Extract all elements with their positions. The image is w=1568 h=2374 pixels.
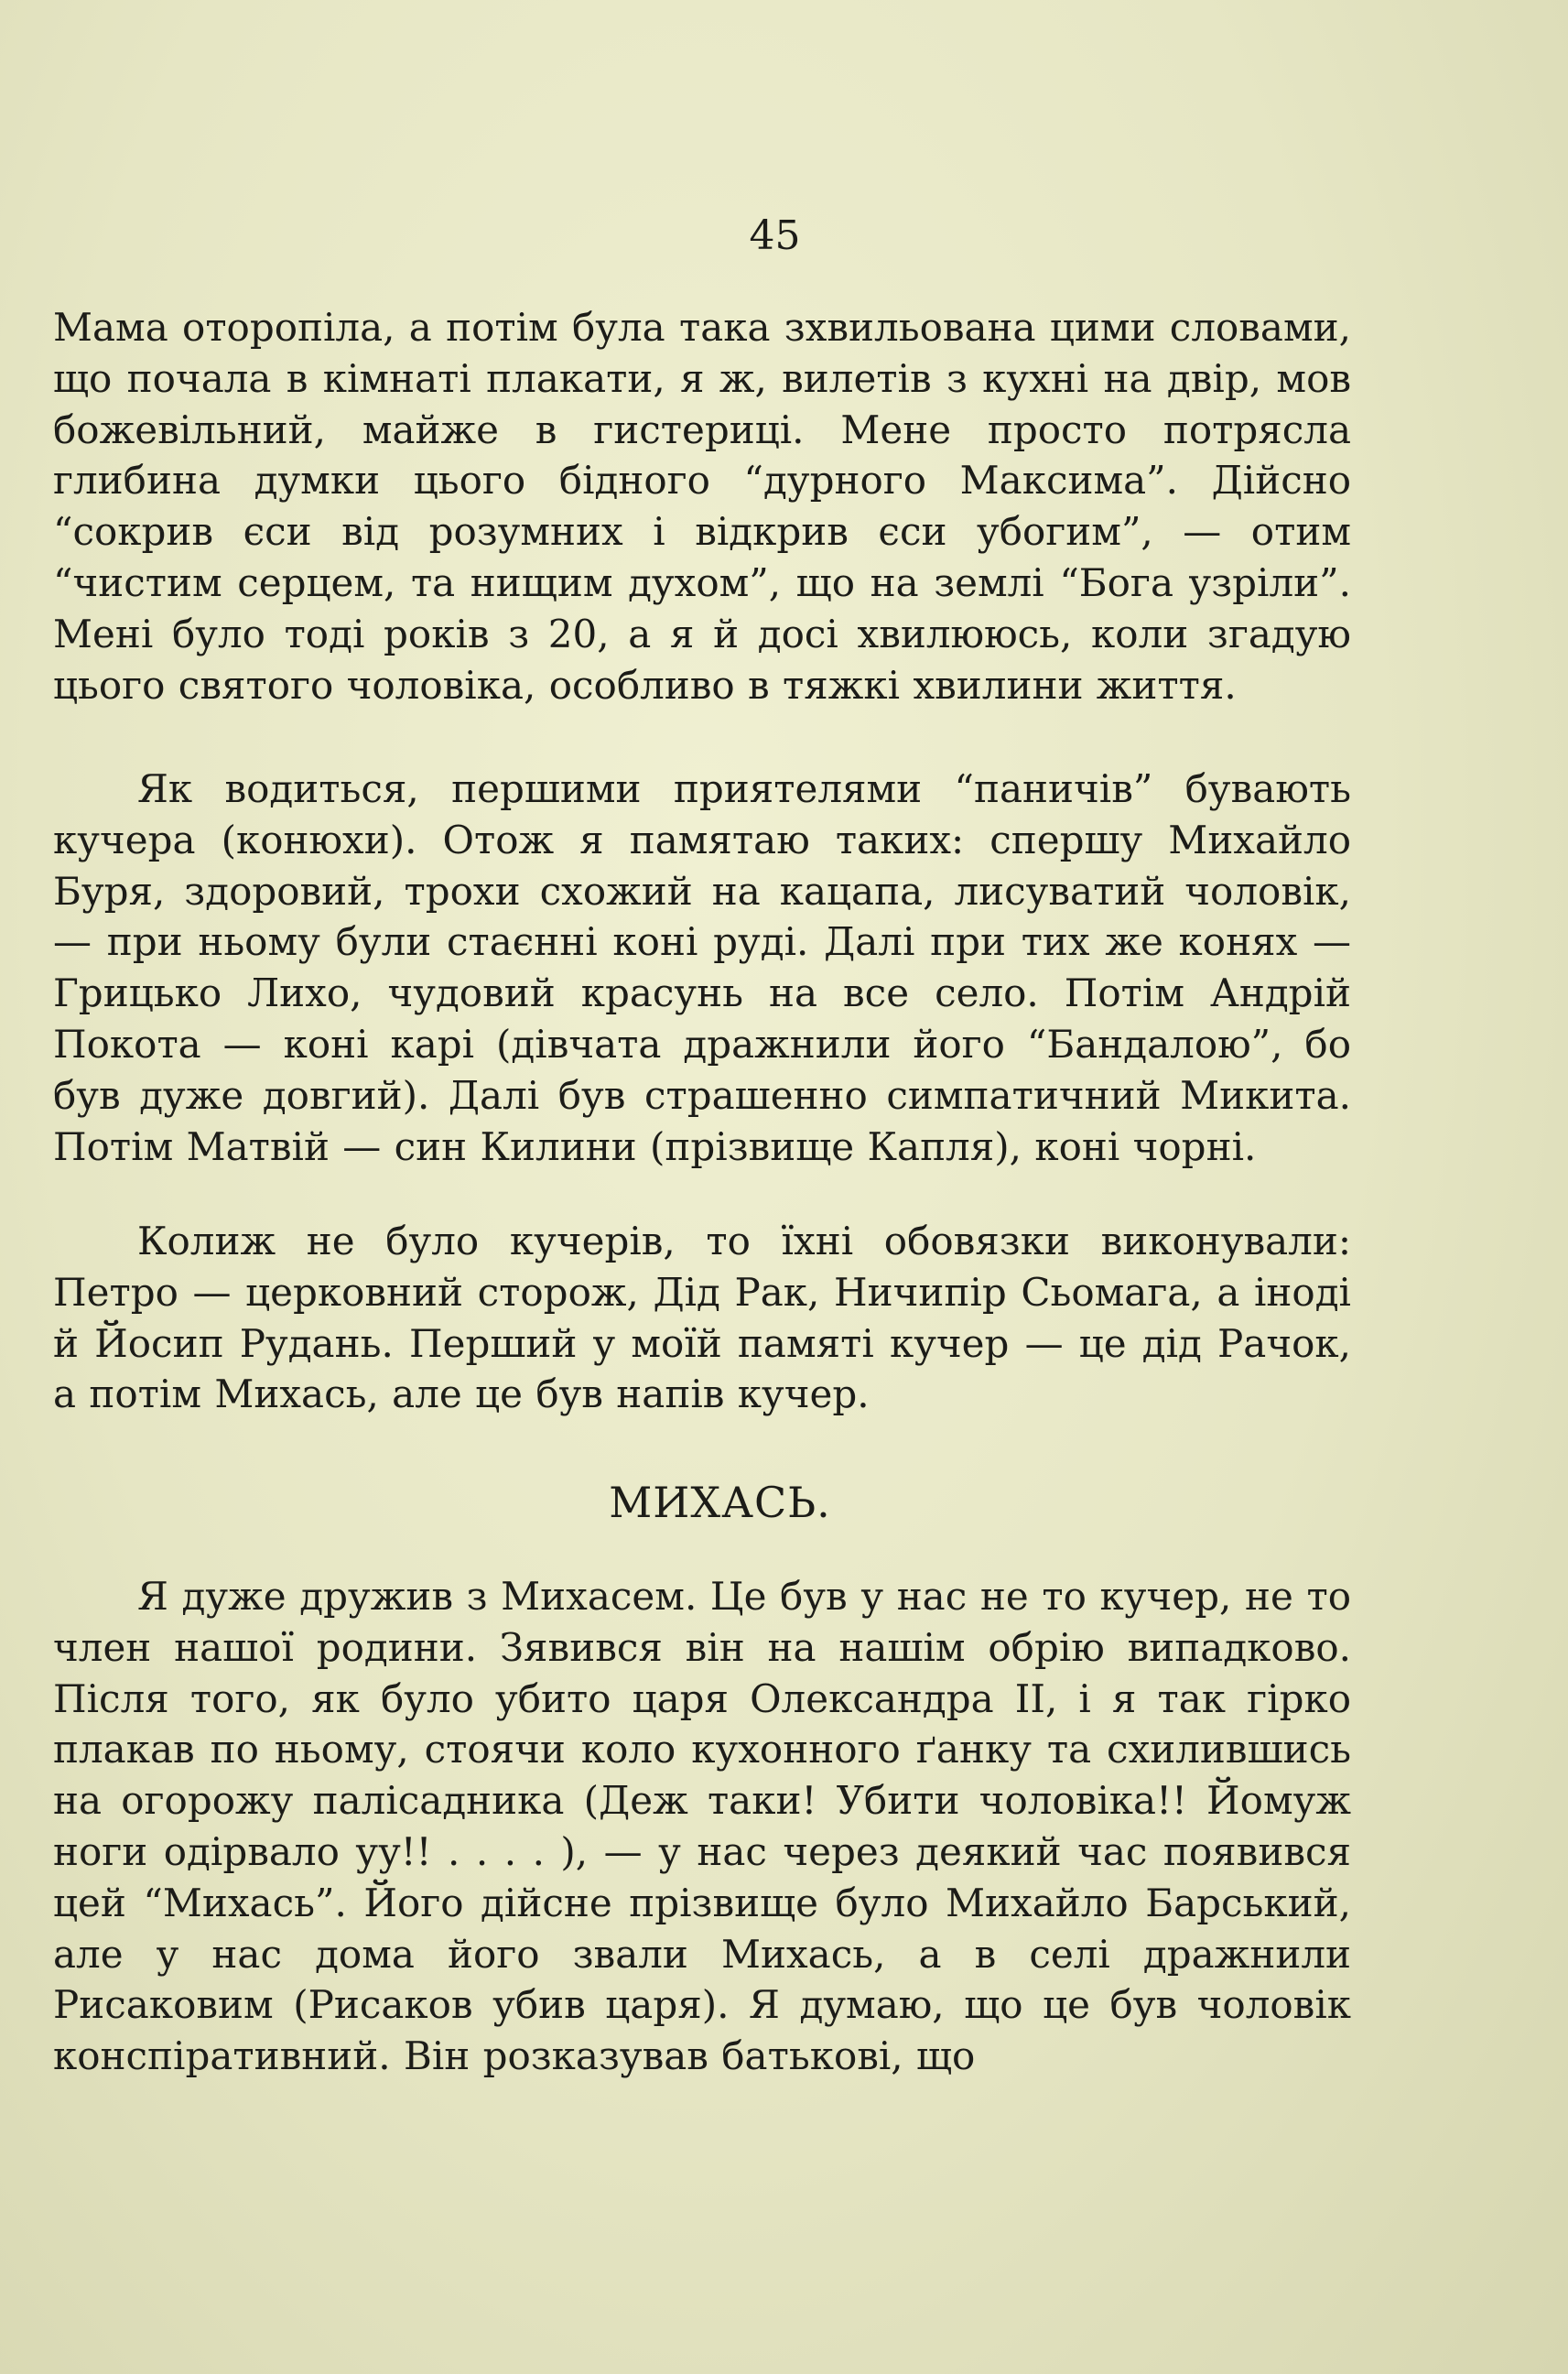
text-block-3 bbox=[53, 1216, 1351, 1420]
paragraph-3: Колиж не було кучерів, то їхні обовязки виконували: Петро — церковний сторож, Дід Рак, Ничипір Сьомага, а іноді й Йосип Рудань. Перший у моїй памяті кучер — це дід Рачок, а потім Михась, але це був напів кучер. bbox=[53, 1219, 1351, 1417]
text-block-4 bbox=[53, 1571, 1351, 2082]
section-heading: МИХАСЬ. bbox=[609, 1478, 831, 1527]
page-number: 45 bbox=[749, 212, 801, 259]
paragraph-2: Як водиться, першими приятелями “паничів” бувають кучера (конюхи). Отож я памятаю таких: спершу Михайло Буря, здоровий, трохи схожий на кацапа, лисуватий чоловік, — при ньому були стаєнні коні руді. Далі при тих же конях — Грицько Лихо, чудовий красунь на все село. Потім Андрій Покота — коні карі (дівчата дражнили його “Бандалою”, бо був дуже довгий). Далі був страшенно симпатичний Микита. Потім Матвій — син Килини (прізвище Капля), коні чорні. bbox=[53, 766, 1351, 1169]
text-block-2 bbox=[53, 764, 1351, 1172]
text-block-1 bbox=[53, 302, 1351, 710]
paragraph-4: Я дуже дружив з Михасем. Це був у нас не то кучер, не то член нашої родини. Зявився він на нашім обрію випадково. Після того, як було убито царя Олександра II, і я так гірко плакав по ньому, стоячи коло кухонного ґанку та схилившись на огорожу палісадника (Деж таки! Убити чоловіка!! Йомуж ноги одірвало уу!! . . . . ), — у нас через деякий час появився цей “Михась”. Його дійсне прізвище було Михайло Барський, але у нас дома його звали Михась, а в селі дражнили Рисаковим (Рисаков убив царя). Я думаю, що це був чоловік конспіративний. Він розказував батькові, що bbox=[53, 1574, 1351, 2079]
paragraph-1: Мама оторопіла, а потім була така зхвильована цими словами, що почала в кімнаті плакати, я ж, вилетів з кухні на двір, мов божевільний, майже в гистериці. Мене просто потрясла глибина думки цього бідного “дурного Максима”. Дійсно “сокрив єси від розумних і відкрив єси убогим”, — отим “чистим серцем, та нищим духом”, що на землі “Бога узріли”. Мені було тоді років з 20, а я й досі хвилююсь, коли згадую цього святого чоловіка, особливо в тяжкі хвилини життя. bbox=[53, 305, 1351, 708]
